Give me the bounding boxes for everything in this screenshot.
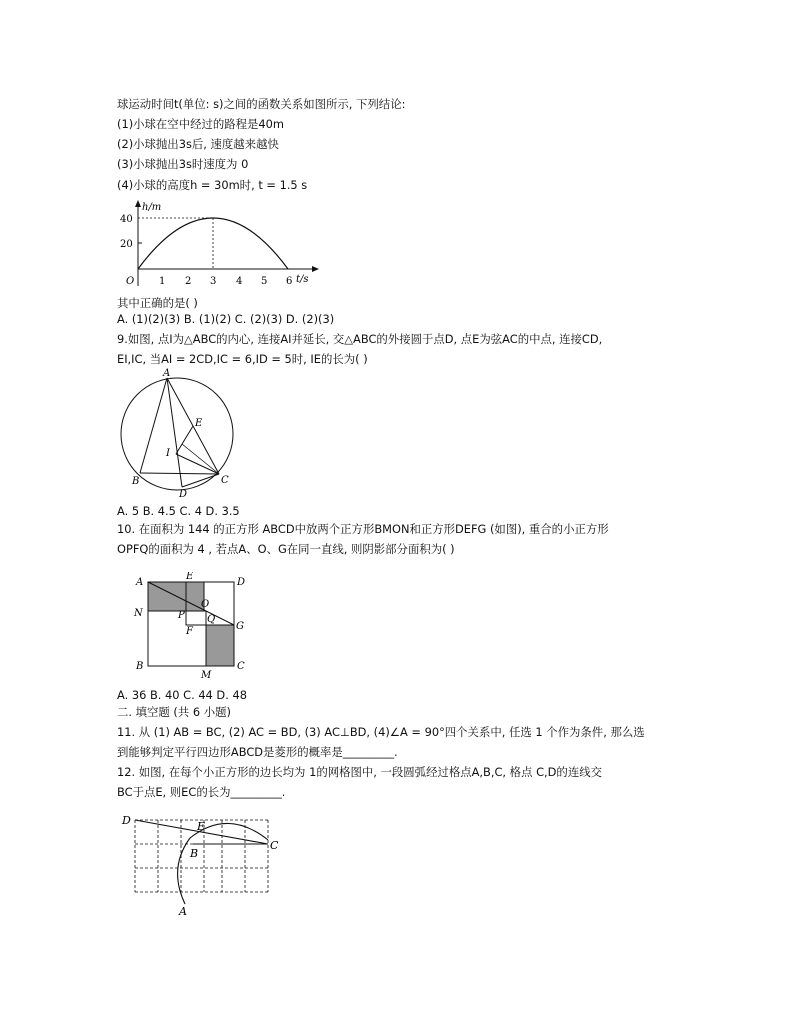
- q9-circle-figure: [116, 368, 246, 498]
- q10-label-f: F: [186, 626, 193, 637]
- q10-squares-figure: [130, 572, 254, 684]
- q10-label-a: A: [136, 577, 144, 588]
- q12-grid-figure: [118, 808, 288, 918]
- section-2-title: 二. 填空题 (共 6 小题): [117, 705, 231, 719]
- q10-label-p: P: [178, 610, 185, 621]
- q11-line-1: 11. 从 (1) AB = BC, (2) AC = BD, (3) AC⊥BD, (4)∠A = 90°四个关系中, 任选 1 个作为条件, 那么选: [117, 725, 645, 739]
- q8-statement-3: (3)小球抛出3s时速度为 0: [117, 157, 249, 171]
- q9-label-b: B: [132, 476, 140, 487]
- q10-options: A. 36 B. 40 C. 44 D. 48: [117, 688, 247, 702]
- q8-x-tick-1: 1: [159, 276, 166, 287]
- q10-line-2: OPFQ的面积为 4 , 若点A、O、G在同一直线, 则阴影部分面积为( ): [117, 542, 455, 556]
- q10-label-e: E: [186, 572, 194, 582]
- q12-label-d: D: [122, 814, 131, 827]
- q8-x-tick-5: 5: [261, 276, 268, 287]
- q10-label-m: M: [201, 670, 212, 681]
- q10-line-1: 10. 在面积为 144 的正方形 ABCD中放两个正方形BMON和正方形DEFG (如图), 重合的小正方形: [117, 522, 609, 536]
- q12-label-b: B: [190, 847, 199, 860]
- q10-label-q: Q: [207, 614, 216, 625]
- q11-line-2: 到能够判定平行四边形ABCD是菱形的概率是_________.: [117, 745, 398, 759]
- q10-label-b: B: [136, 661, 144, 672]
- q8-prompt: 其中正确的是( ): [117, 296, 198, 310]
- q8-x-tick-4: 4: [236, 276, 243, 287]
- q9-options: A. 5 B. 4.5 C. 4 D. 3.5: [117, 504, 240, 518]
- q12-line-1: 12. 如图, 在每个小正方形的边长均为 1的网格图中, 一段圆弧经过格点A,B,C, 格点 C,D的连线交: [117, 765, 602, 779]
- q8-intro: 球运动时间t(单位: s)之间的函数关系如图所示, 下列结论:: [117, 97, 406, 111]
- q8-x-tick-2: 2: [185, 276, 192, 287]
- q8-height-time-graph: [118, 198, 324, 292]
- q8-y-axis-label: h/m: [142, 202, 162, 213]
- q12-label-e: E: [197, 820, 206, 833]
- q10-label-o: O: [201, 599, 210, 610]
- q12-line-2: BC于点E, 则EC的长为_________.: [117, 785, 286, 799]
- q8-x-arrow: [312, 266, 319, 272]
- q8-y-arrow: [135, 200, 141, 207]
- q8-x-tick-3: 3: [210, 276, 217, 287]
- q10-label-g: G: [236, 621, 244, 632]
- q8-origin-label: O: [126, 276, 135, 287]
- q8-x-tick-6: 6: [286, 276, 293, 287]
- q8-statement-1: (1)小球在空中经过的路程是40m: [117, 117, 285, 131]
- q10-label-c: C: [237, 661, 245, 672]
- q10-label-n: N: [134, 608, 143, 619]
- q9-label-e: E: [195, 418, 203, 429]
- q9-label-d: D: [179, 489, 188, 498]
- q9-label-c: C: [221, 475, 229, 486]
- q9-label-i: I: [166, 448, 170, 459]
- q9-label-a: A: [163, 368, 171, 379]
- q9-line-1: 9.如图, 点I为△ABC的内心, 连接AI并延长, 交△ABC的外接圆于点D, 点E为弦AC的中点, 连接CD,: [117, 332, 603, 346]
- q8-options: A. (1)(2)(3) B. (1)(2) C. (2)(3) D. (2)(3): [117, 312, 335, 326]
- q10-square-opfq: [186, 611, 206, 625]
- q8-y-tick-20: 20: [120, 239, 133, 250]
- q10-label-d: D: [237, 577, 246, 588]
- q9-line-2: EI,IC, 当AI = 2CD,IC = 6,ID = 5时, IE的长为( ): [117, 352, 368, 366]
- q8-y-tick-40: 40: [120, 214, 133, 225]
- q8-statement-4: (4)小球的高度h = 30m时, t = 1.5 s: [117, 178, 308, 192]
- q10-shaded-bottom-right: [206, 625, 234, 666]
- q8-statement-2: (2)小球抛出3s后, 速度越来越快: [117, 137, 279, 151]
- q12-label-a: A: [179, 905, 187, 918]
- q8-x-axis-label: t/s: [296, 274, 309, 285]
- q12-label-c: C: [270, 839, 279, 852]
